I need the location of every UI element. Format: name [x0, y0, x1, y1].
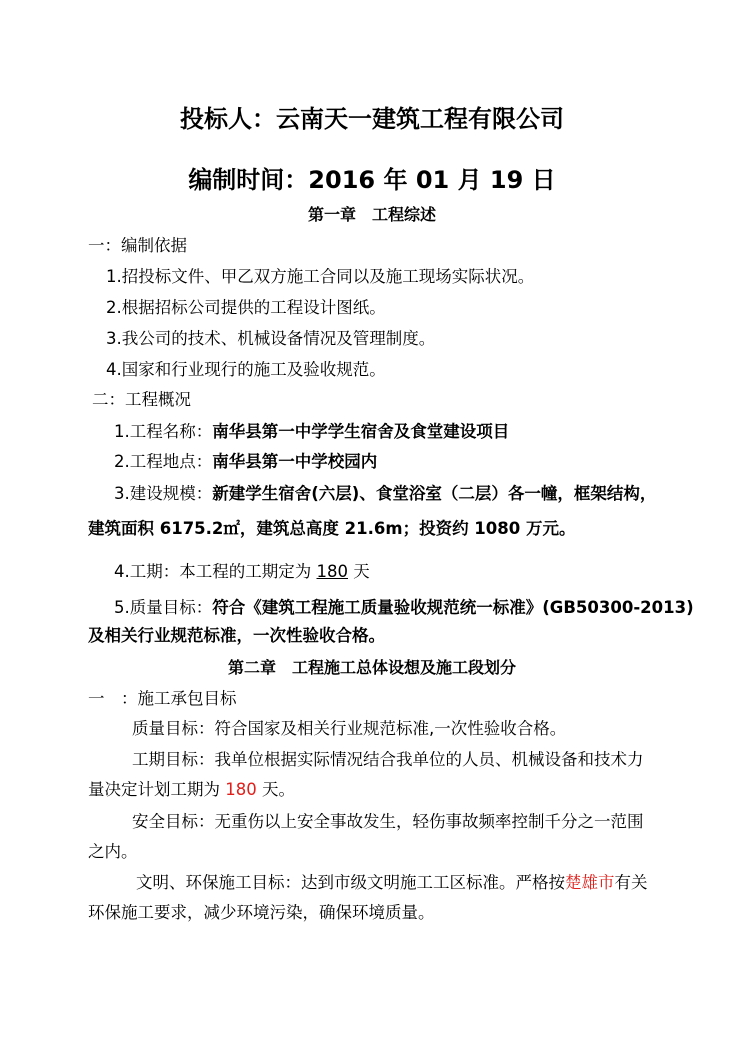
schedule-goal-prefix: 量决定计划工期为 [88, 780, 226, 799]
quality-label: 5.质量目标： [114, 598, 213, 617]
quality-target-row [114, 597, 694, 619]
schedule-goal-suffix: 天。 [256, 780, 295, 799]
project-site-value: 南华县第一中学校园内 [212, 452, 378, 471]
basis-item-2: 2.根据招标公司提供的工程设计图纸。 [106, 298, 386, 317]
schedule-goal-1: 工期目标：我单位根据实际情况结合我单位的人员、机械设备和技术力 [132, 750, 644, 769]
chapter1-title: 第一章 工程综述 [307, 205, 436, 224]
basis-item-3: 3.我公司的技术、机械设备情况及管理制度。 [106, 329, 436, 348]
bidder-title: 投标人：云南天一建筑工程有限公司 [180, 105, 564, 133]
contract-heading: 一 ：施工承包目标 [88, 689, 237, 708]
project-scale-row [114, 483, 656, 505]
project-site-label: 2.工程地点： [114, 452, 213, 471]
project-scale-label: 3.建设规模： [114, 484, 213, 503]
period-suffix: 天 [348, 562, 370, 581]
period-prefix: 4.工期：本工程的工期定为 [114, 562, 317, 581]
safety-goal-1: 安全目标：无重伤以上安全事故发生，轻伤事故频率控制千分之一范围 [132, 812, 644, 831]
project-period-row [114, 561, 370, 583]
project-name-value: 南华县第一中学学生宿舍及食堂建设项目 [212, 422, 510, 441]
project-name-row [114, 421, 509, 443]
quality-value-1: 符合《建筑工程施工质量验收规范统一标准》(GB50300-2013) [212, 598, 694, 617]
safety-goal-2: 之内。 [88, 842, 138, 861]
project-site-row [114, 451, 377, 473]
quality-value-2: 及相关行业规范标准，一次性验收合格。 [88, 626, 385, 645]
basis-heading: 一：编制依据 [88, 236, 187, 255]
env-goal-2: 环保施工要求，减少环境污染，确保环境质量。 [88, 903, 435, 922]
env-goal-city: 楚雄市 [565, 873, 615, 892]
project-name-label: 1.工程名称： [114, 422, 213, 441]
project-scale-value-1: 新建学生宿舍(六层)、食堂浴室（二层）各一幢，框架结构， [212, 484, 657, 503]
env-goal-prefix: 文明、环保施工目标：达到市级文明施工工区标准。严格按 [136, 873, 565, 892]
period-days: 180 [316, 562, 348, 581]
quality-goal: 质量目标：符合国家及相关行业规范标准,一次性验收合格。 [132, 719, 567, 738]
env-goal-1 [136, 872, 648, 894]
project-scale-value-2: 建筑面积 6175.2㎡，建筑总高度 21.6m；投资约 1080 万元。 [88, 519, 576, 538]
basis-item-1: 1.招投标文件、甲乙双方施工合同以及施工现场实际状况。 [106, 267, 535, 286]
schedule-goal-days: 180 [225, 780, 257, 799]
env-goal-suffix: 有关 [614, 873, 648, 892]
overview-heading: 二：工程概况 [92, 390, 191, 409]
chapter2-title: 第二章 工程施工总体设想及施工段划分 [227, 658, 516, 677]
schedule-goal-2 [88, 779, 295, 801]
compile-date-title: 编制时间：2016 年 01 月 19 日 [188, 166, 556, 194]
basis-item-4: 4.国家和行业现行的施工及验收规范。 [106, 360, 386, 379]
